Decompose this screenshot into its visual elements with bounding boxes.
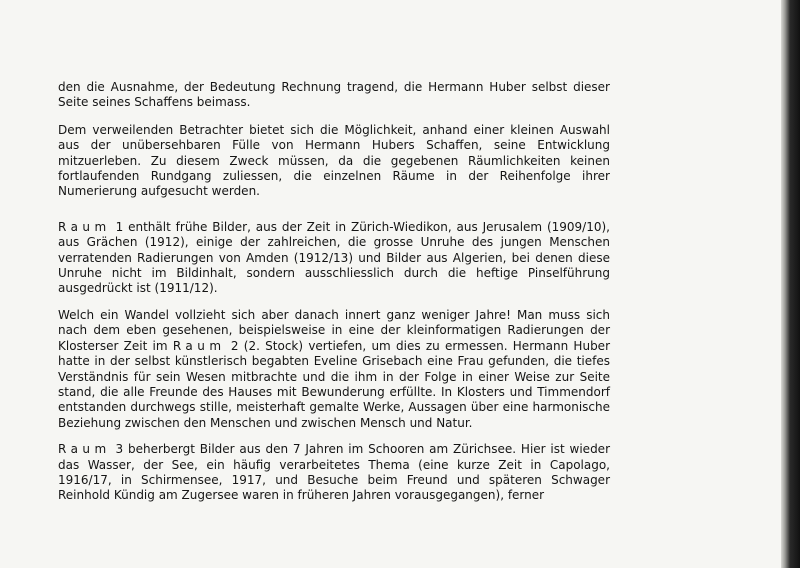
- raum-label: Raum: [58, 442, 111, 457]
- paragraph-4-text-a: Welch ein Wandel vollzieht sich aber danach innert ganz weniger Jahre! Man muss sich nach dem eben gesehenen, beispielsweise in eine der kleinformatigen Radierungen der Klosterser Zeit im: [58, 307, 610, 353]
- paragraph-raum-1-text: 1 enthält frühe Bilder, aus der Zeit in Zürich-Wiedikon, aus Jerusalem (1909/10), aus Grächen (1912), einige der zahlreichen, die grosse Unruhe des jungen Menschen verratenden Radierungen von Amden (1912/13) und Bilder aus Algerien, bei denen diese Unruhe nicht im Bildinhalt, sondern ausschliesslich durch die heftige Pinselführung ausgedrückt ist (1911/12).: [58, 219, 610, 296]
- paragraph-2-text: Dem verweilenden Betrachter bietet sich die Möglichkeit, anhand einer kleinen Auswahl aus der unübersehbaren Fülle von Hermann Hubers Schaffen, seine Entwicklung mitzuerleben. Zu diesem Zweck müssen, da die gegebenen Räumlichkeiten keinen fortlaufenden Rundgang zuliessen, die einzelnen Räume in der Reihenfolge ihrer Numerierung aufgesucht werden.: [58, 122, 610, 199]
- raum-label: Raum: [58, 219, 111, 234]
- paragraph-4-text-b: 2 (2. Stock) vertiefen, um dies zu ermessen. Hermann Huber hatte in der selbst künstlerisch begabten Eveline Grisebach eine Frau gefunden, die tiefes Verständnis für sein Wesen mitbrachte und die ihm in der Folge in einer Weise zur Seite stand, die alle Freunde des Hauses mit Bewunderung erfüllte. In Klosters und Timmendorf entstanden durchwegs stille, meisterhaft gemalte Werke, Aussagen über eine harmonische Beziehung zwischen den Menschen und zwischen Mensch und Natur.: [58, 338, 610, 430]
- paragraph-raum-1: [58, 220, 610, 297]
- paragraph-4: [58, 308, 610, 431]
- paragraph-2: [58, 123, 610, 200]
- raum-label: Raum: [172, 338, 226, 353]
- book-spine-shadow: [781, 0, 800, 568]
- paragraph-raum-3-text: 3 beherbergt Bilder aus den 7 Jahren im Schooren am Zürichsee. Hier ist wieder das Wasser, der See, ein häufig verarbeitetes Thema (eine kurze Zeit in Capolago, 1916/17, in Schirmensee, 1917, und Besuche beim Freund und späteren Schwager Reinhold Kündig am Zugersee waren in früheren Jahren vorausgegangen), ferner: [58, 442, 610, 503]
- paragraph-1: [58, 80, 610, 111]
- body-text: [58, 80, 610, 504]
- paragraph-1-text: den die Ausnahme, der Bedeutung Rechnung tragend, die Hermann Huber selbst dieser Seite seines Schaffens beimass.: [58, 80, 610, 110]
- paragraph-raum-3: [58, 442, 610, 504]
